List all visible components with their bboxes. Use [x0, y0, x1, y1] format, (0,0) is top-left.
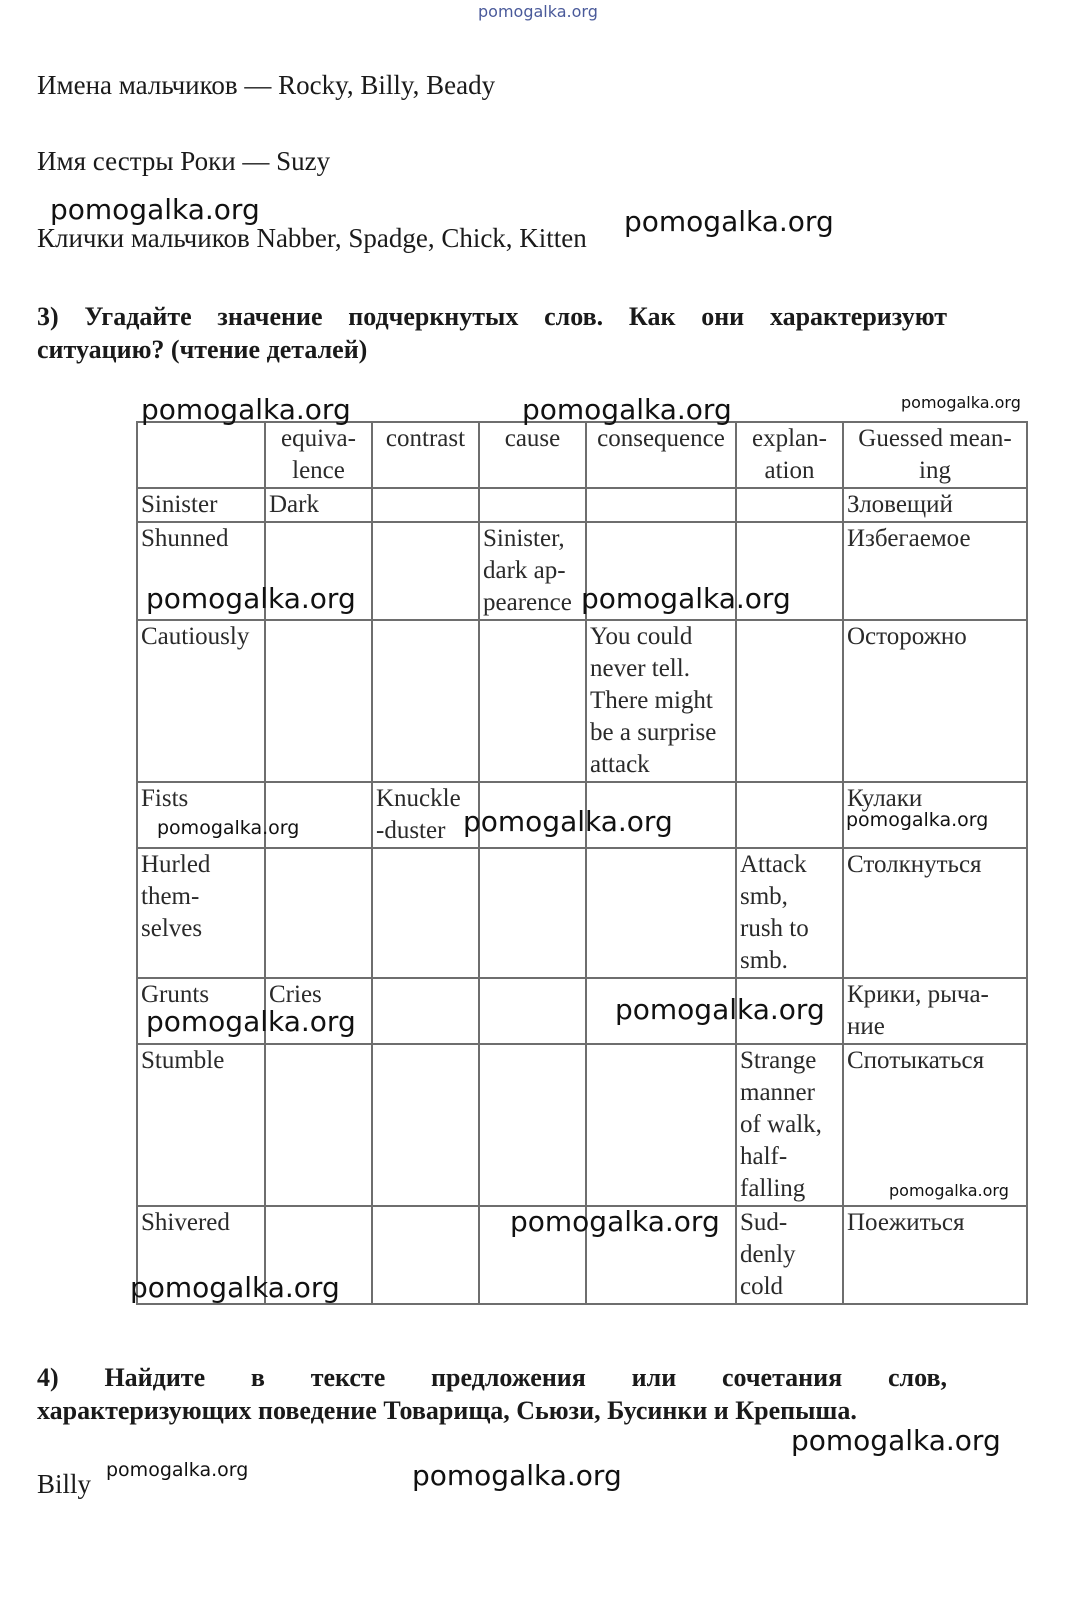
table-cell: Sinister: [137, 488, 265, 522]
table-cell: Hurled them- selves: [137, 848, 265, 978]
watermark: pomogalka.org: [146, 582, 356, 615]
table-cell: Cautiously: [137, 620, 265, 782]
table-cell: explan- ation: [736, 422, 843, 488]
table-cell: [265, 1044, 372, 1206]
table-cell: Осторожно: [843, 620, 1027, 782]
table-header-row: [137, 422, 1027, 488]
watermark: pomogalka.org: [412, 1459, 622, 1492]
table-cell: [586, 1044, 736, 1206]
watermark: pomogalka.org: [50, 193, 260, 226]
table-row: [137, 488, 1027, 522]
table-cell: [137, 422, 265, 488]
table-cell: contrast: [372, 422, 479, 488]
watermark: pomogalka.org: [791, 1424, 1001, 1457]
table-cell: cause: [479, 422, 586, 488]
watermark: pomogalka.org: [130, 1271, 340, 1304]
watermark: pomogalka.org: [889, 1181, 1009, 1200]
task4-line2: характеризующих поведение Товарища, Сьюзи, Бусинки и Крепыша.: [37, 1396, 857, 1425]
table-cell: consequence: [586, 422, 736, 488]
table-cell: Fists: [137, 782, 265, 848]
task4-heading: [37, 1361, 947, 1427]
table-cell: Guessed mean- ing: [843, 422, 1027, 488]
table-cell: You could never tell. There might be a surprise attack: [586, 620, 736, 782]
table-cell: Grunts: [137, 978, 265, 1044]
table-cell: Cries: [265, 978, 372, 1044]
table-cell: [479, 1044, 586, 1206]
watermark-top: pomogalka.org: [478, 2, 598, 21]
table-cell: [586, 848, 736, 978]
table-cell: [372, 620, 479, 782]
watermark: pomogalka.org: [146, 1005, 356, 1038]
sister-name-line: Имя сестры Роки — Suzy: [37, 146, 331, 176]
watermark: pomogalka.org: [157, 817, 300, 839]
table-cell: [372, 1044, 479, 1206]
task3-line1: 3) Угадайте значение подчеркнутых слов. Как они характеризуют: [37, 302, 947, 331]
watermark: pomogalka.org: [624, 205, 834, 238]
billy-label: Billy: [37, 1469, 92, 1499]
table-cell: [479, 620, 586, 782]
watermark: pomogalka.org: [581, 582, 791, 615]
table-cell: Knuckle -duster: [372, 782, 479, 848]
table-row: [137, 848, 1027, 978]
table-cell: [736, 620, 843, 782]
task3-line2: ситуацию? (чтение деталей): [37, 335, 368, 364]
table-cell: [265, 620, 372, 782]
table-cell: [479, 848, 586, 978]
table-cell: [372, 488, 479, 522]
watermark: pomogalka.org: [615, 993, 825, 1026]
table-cell: Strange manner of walk, half- falling: [736, 1044, 843, 1206]
table-cell: [736, 782, 843, 848]
watermark: pomogalka.org: [141, 393, 351, 426]
table-cell: [479, 488, 586, 522]
table-cell: Stumble: [137, 1044, 265, 1206]
table-cell: Sud- denly cold: [736, 1206, 843, 1304]
table-cell: Поежиться: [843, 1206, 1027, 1304]
table-cell: Sinister, dark ap- pearence: [479, 522, 586, 620]
table-cell: [479, 978, 586, 1044]
table-cell: [372, 1206, 479, 1304]
table-cell: Shunned: [137, 522, 265, 620]
table-cell: Спотыкаться: [843, 1044, 1027, 1206]
watermark: pomogalka.org: [463, 805, 673, 838]
table-cell: Избегаемое: [843, 522, 1027, 620]
task3-heading: [37, 300, 947, 366]
table-cell: [265, 848, 372, 978]
task4-line1: 4) Найдите в тексте предложения или сочетания слов,: [37, 1363, 947, 1392]
watermark: pomogalka.org: [901, 393, 1021, 412]
nicknames-line: Клички мальчиков Nabber, Spadge, Chick, Kitten: [37, 223, 587, 253]
table-cell: Крики, рыча- ние: [843, 978, 1027, 1044]
table-cell: Attack smb, rush to smb.: [736, 848, 843, 978]
table-cell: [736, 488, 843, 522]
table-cell: [586, 488, 736, 522]
table-cell: [372, 978, 479, 1044]
boys-names-line: Имена мальчиков — Rocky, Billy, Beady: [37, 70, 496, 100]
watermark: pomogalka.org: [522, 393, 732, 426]
table-row: [137, 620, 1027, 782]
word-meaning-table: [136, 421, 1028, 1305]
table-cell: Столкнуться: [843, 848, 1027, 978]
table-cell: equiva- lence: [265, 422, 372, 488]
table-cell: Зловещий: [843, 488, 1027, 522]
table-cell: Кулаки: [843, 782, 1027, 848]
watermark: pomogalka.org: [106, 1459, 249, 1481]
table-cell: Shivered: [137, 1206, 265, 1304]
watermark: pomogalka.org: [510, 1205, 720, 1238]
watermark: pomogalka.org: [846, 809, 989, 831]
table-cell: Dark: [265, 488, 372, 522]
table-cell: [372, 522, 479, 620]
table-cell: [372, 848, 479, 978]
